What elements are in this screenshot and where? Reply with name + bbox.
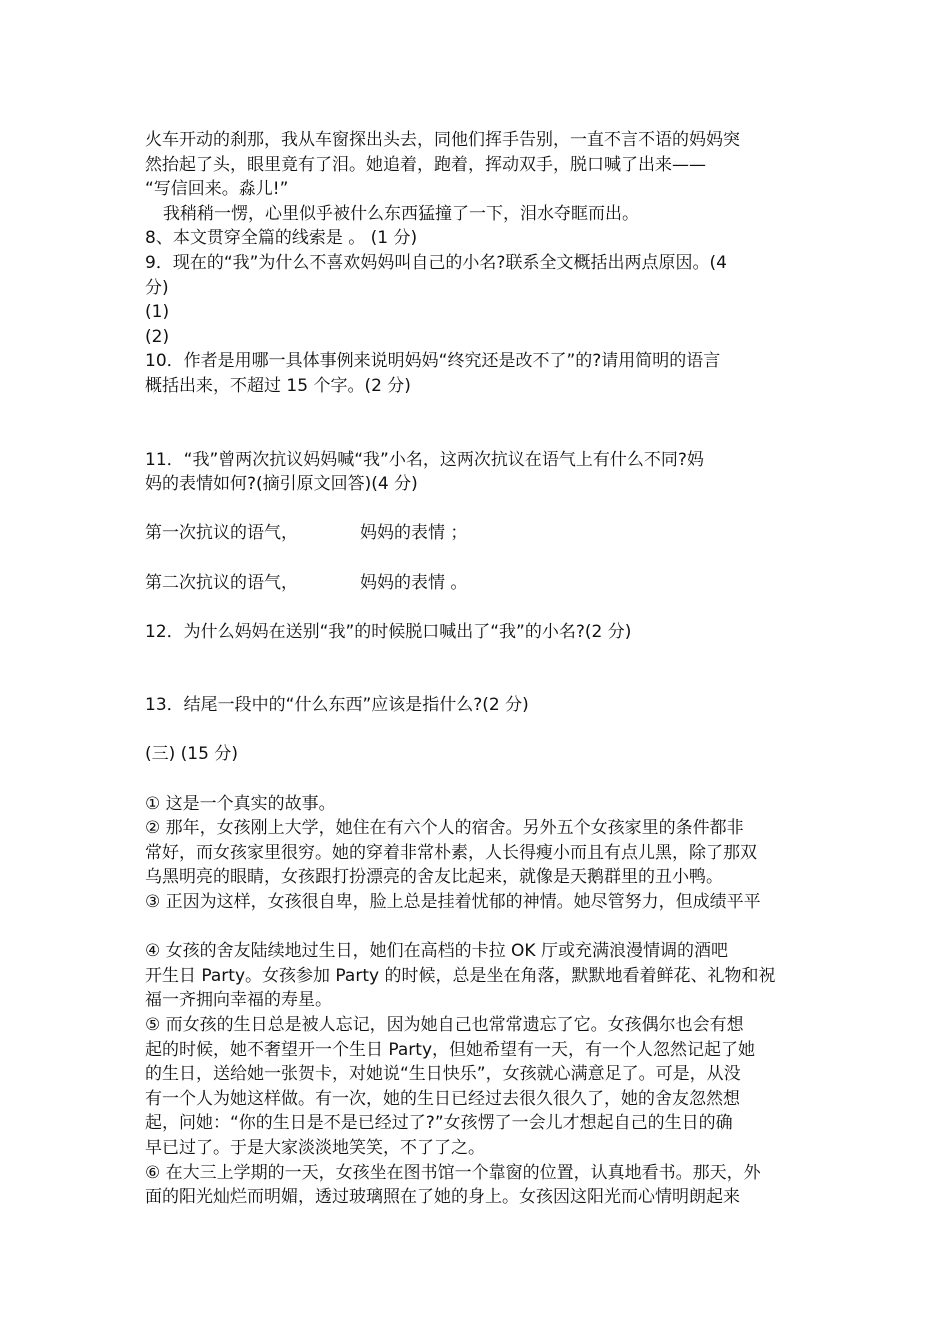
text-line: 我稍稍一愣，心里似乎被什么东西猛撞了一下，泪水夺眶而出。 <box>163 203 639 224</box>
paragraph-2-line: ② 那年，女孩刚上大学，她住在有六个人的宿舍。另外五个女孩家里的条件都非 <box>145 818 744 839</box>
paragraph-3-line: ③ 正因为这样，女孩很自卑，脸上总是挂着忧郁的神情。她尽管努力，但成绩平平 <box>145 892 761 913</box>
answer-blank-2: (2) <box>145 326 170 347</box>
q11-answer-right: 妈妈的表情 ； <box>360 523 468 544</box>
question-12: 12．为什么妈妈在送别“我”的时候脱口喊出了“我”的小名?(2 分) <box>145 621 632 642</box>
text-line: 火车开动的刹那，我从车窗探出头去，同他们挥手告别，一直不言不语的妈妈突 <box>145 130 740 150</box>
paragraph-5-line: ⑤ 而女孩的生日总是被人忘记，因为她自己也常常遗忘了它。女孩偶尔也会有想 <box>145 1015 744 1035</box>
paragraph-2-line: 常好，而女孩家里很穷。她的穿着非常朴素，人长得瘦小而且有点儿黑，除了那双 <box>145 842 757 863</box>
q11-answer-right: 妈妈的表情 。 <box>360 572 468 593</box>
question-10-line: 10．作者是用哪一具体事例来说明妈妈“终究还是改不了”的?请用简明的语言 <box>145 351 721 372</box>
passage <box>145 792 815 1210</box>
paragraph-5-line: 起的时候，她不奢望开一个生日 Party，但她希望有一天，有一个人忽然记起了她 <box>145 1039 756 1060</box>
paragraph-4-line: 开生日 Party。女孩参加 Party 的时候，总是坐在角落，默默地看着鲜花、礼物和祝 <box>145 965 776 986</box>
question-11-line: 11．“我”曾两次抗议妈妈喊“我”小名，这两次抗议在语气上有什么不同?妈 <box>145 449 704 470</box>
text-line: 然抬起了头，眼里竟有了泪。她追着，跑着，挥动双手，脱口喊了出来—— <box>145 154 706 175</box>
paragraph-5-line: 起，问她：“你的生日是不是已经过了?”女孩愣了一会儿才想起自己的生日的确 <box>145 1113 733 1134</box>
question-9-line: 分) <box>145 277 169 298</box>
paragraph-5-line: 的生日，送给她一张贺卡，对她说“生日快乐”，女孩就心满意足了。可是，从没 <box>145 1064 741 1085</box>
paragraph-4-line: 福一齐拥向幸福的寿星。 <box>145 990 332 1011</box>
q11-answer-left: 第二次抗议的语气， <box>145 572 298 593</box>
question-9-line: 9．现在的“我”为什么不喜欢妈妈叫自己的小名?联系全文概括出两点原因。(4 <box>145 252 727 273</box>
question-11-line: 妈的表情如何?(摘引原文回答)(4 分) <box>145 474 418 495</box>
paragraph-6-line: ⑥ 在大三上学期的一天，女孩坐在图书馆一个靠窗的位置，认真地看书。那天，外 <box>145 1162 761 1183</box>
paragraph-5-line: 早已过了。于是大家淡淡地笑笑，不了了之。 <box>145 1137 485 1158</box>
q11-answer-row-2 <box>145 571 815 596</box>
paragraph-2-line: 乌黑明亮的眼睛，女孩跟打扮漂亮的舍友比起来，就像是天鹅群里的丑小鸭。 <box>145 867 723 888</box>
text-line: “写信回来。淼儿!” <box>145 179 289 200</box>
q11-answer-row-1 <box>145 521 815 546</box>
question-13: 13．结尾一段中的“什么东西”应该是指什么?(2 分) <box>145 695 529 716</box>
question-9 <box>145 251 815 349</box>
paragraph-6-line: 面的阳光灿烂而明媚，透过玻璃照在了她的身上。女孩因这阳光而心情明朗起来 <box>145 1187 740 1208</box>
question-10 <box>145 349 815 398</box>
q11-answer-left: 第一次抗议的语气， <box>145 523 298 544</box>
paragraph-4-line: ④ 女孩的舍友陆续地过生日，她们在高档的卡拉 OK 厅或充满浪漫情调的酒吧 <box>145 941 728 962</box>
question-10-line: 概括出来，不超过 15 个字。(2 分) <box>145 375 411 396</box>
question-11 <box>145 448 815 497</box>
paragraph-5-line: 有一个人为她这样做。有一次，她的生日已经过去很久很久了，她的舍友忽然想 <box>145 1088 740 1109</box>
document-page <box>145 128 815 1210</box>
question-8: 8、本文贯穿全篇的线索是 。 (1 分) <box>145 228 418 249</box>
story-ending <box>145 128 815 226</box>
section-heading: (三) (15 分) <box>145 744 238 765</box>
answer-blank-1: (1) <box>145 302 170 323</box>
paragraph-1: ① 这是一个真实的故事。 <box>145 793 336 814</box>
